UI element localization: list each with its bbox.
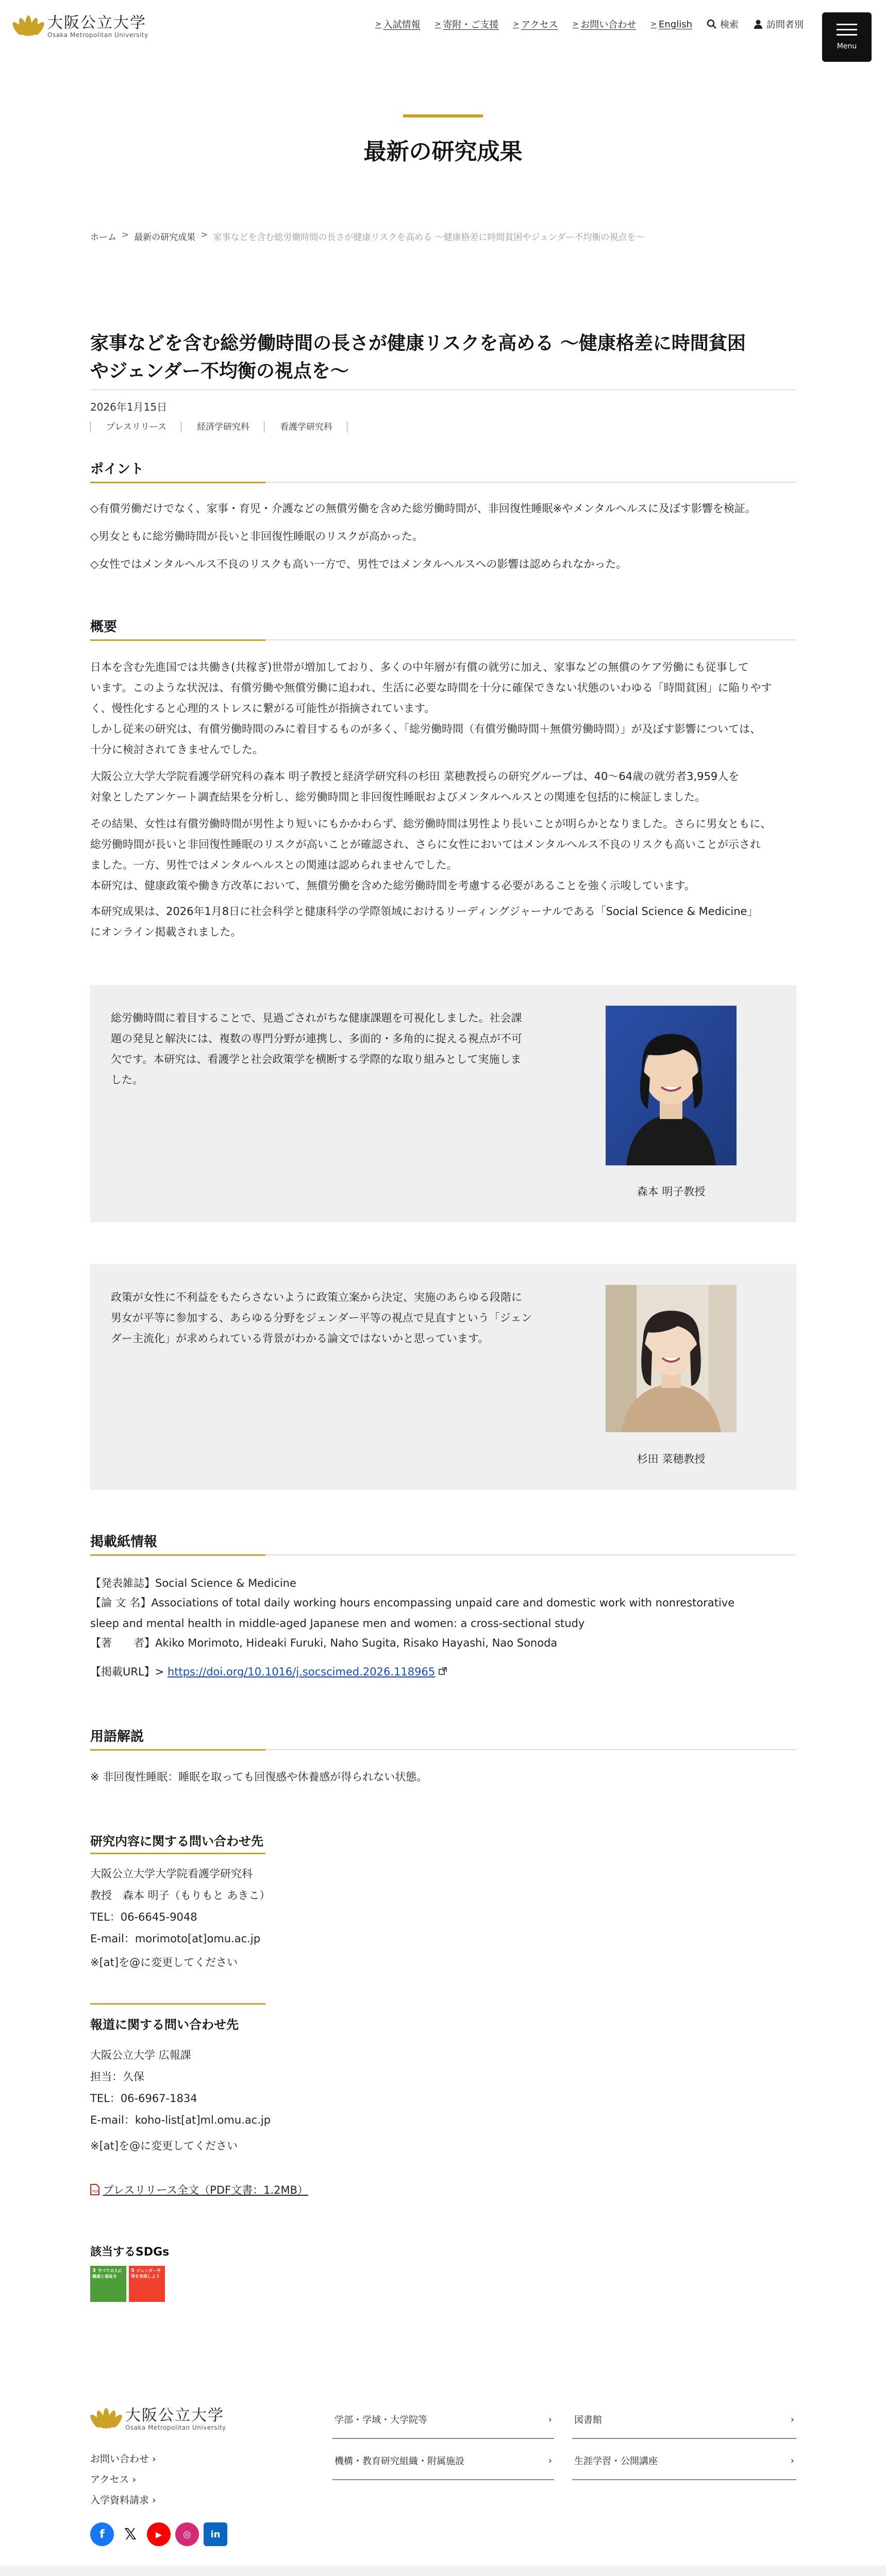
linkedin-icon[interactable]: in: [204, 2522, 227, 2546]
ginkgo-logo-icon: [90, 2408, 119, 2431]
footer-organizations-link[interactable]: 機構・教育研究組織・附属施設 ›: [332, 2442, 554, 2480]
top-nav: [375, 18, 804, 31]
search-button[interactable]: 検索: [707, 18, 739, 31]
pdf-file-icon: [90, 2184, 99, 2195]
footer-logo[interactable]: 大阪公立大学 Osaka Metropolitan University: [90, 2407, 226, 2431]
tag-economics[interactable]: 経済学研究科: [181, 421, 264, 433]
breadcrumb-home[interactable]: ホーム: [90, 232, 116, 243]
comment-text: 政策が女性に不利益をもたらさないように政策立案から決定、実施のあらゆる段階に 男女が平等に参加する、あらゆる分野をジェンダー平等の視点で見直すという「ジェン ダー主流化」が求められている背景がわかる論文ではないかと思っています。: [111, 1291, 532, 1345]
external-link-icon: [439, 1667, 447, 1675]
youtube-icon[interactable]: ▶: [147, 2522, 171, 2546]
sdg-5-icon[interactable]: 5 ジェンダー平等を実現しよう: [129, 2266, 165, 2302]
chevron-right-icon: ›: [548, 2455, 552, 2466]
sdg-3-icon[interactable]: 3 すべての人に健康と福祉を: [90, 2266, 126, 2302]
title-accent-line: [403, 114, 483, 117]
title-divider: [90, 389, 796, 390]
publication-heading: 掲載紙情報: [90, 1534, 158, 1550]
glossary-heading: 用語解説: [90, 1729, 144, 1744]
person-icon: [753, 19, 763, 29]
ginkgo-logo-icon: [12, 15, 41, 38]
glossary-item: ※ 非回復性睡眠：睡眠を取っても回復感や休養感が得られない状態。: [90, 1771, 428, 1783]
facebook-icon[interactable]: f: [90, 2522, 114, 2546]
comment-box-morimoto: [90, 985, 796, 1222]
tag-nursing[interactable]: 看護学研究科: [264, 421, 347, 433]
research-contact-details: 大阪公立大学大学院看護学研究科 教授 森本 明子（もりもと あきこ） TEL：06-6645-9048 E-mail：morimoto[at]omu.ac.jp: [90, 1868, 271, 1945]
morimoto-portrait-photo: [606, 1006, 737, 1165]
nav-admissions[interactable]: > 入試情報: [375, 20, 421, 30]
publication-rule: [90, 1554, 796, 1555]
logo-text-en: Osaka Metropolitan University: [47, 31, 148, 39]
press-contact-details: 大阪公立大学 広報課 担当：久保 TEL：06-6967-1834 E-mail：koho-list[at]ml.omu.ac.jp: [90, 2049, 271, 2126]
hamburger-icon: [837, 24, 857, 25]
points-rule: [90, 482, 796, 483]
logo-text-jp: 大阪公立大学: [47, 14, 146, 32]
press-contact-heading: 報道に関する問い合わせ先: [90, 2018, 239, 2032]
footer-access-link[interactable]: アクセス ›: [90, 2474, 137, 2485]
article-tags: [90, 421, 796, 433]
pdf-link-row: [90, 2180, 796, 2201]
contact-rule: [90, 1853, 265, 1854]
breadcrumb: ホーム > 最新の研究成果 > 家事などを含む総労働時間の長さが健康リスクを高める 〜健康格差に時間貧困やジェンダー不均衡の視点を〜: [90, 230, 645, 243]
photo-caption: 杉田 菜穂教授: [637, 1453, 706, 1465]
contact-rule: [90, 2003, 265, 2005]
breadcrumb-current: 家事などを含む総労働時間の長さが健康リスクを高める 〜健康格差に時間貧困やジェンダー不均衡の視点を〜: [213, 232, 645, 243]
overview-paragraph: 大阪公立大学大学院看護学研究科の森本 明子教授と経済学研究科の杉田 菜穂教授らの研究グループは、40～64歳の就労者3,959人を 対象としたアンケート調査結果を分析し、総労働時間と非回復性睡眠およびメンタルヘルスとの関連を包括的に検証しました。: [90, 770, 740, 803]
points-heading: ポイント: [90, 462, 144, 477]
breadcrumb-section[interactable]: 最新の研究成果: [134, 232, 196, 243]
menu-button[interactable]: Menu: [822, 12, 872, 62]
press-contact-note: ※[at]を@に変更してください: [90, 2140, 238, 2152]
chevron-right-icon: >: [434, 20, 441, 28]
visitor-menu-button[interactable]: 訪問者別: [753, 18, 804, 31]
article-date: 2026年1月15日: [90, 401, 168, 413]
publication-url-row: 【掲載URL】> https://doi.org/10.1016/j.socscimed.2026.118965: [90, 1662, 796, 1683]
svg-text:PDF: PDF: [92, 2190, 99, 2194]
chevron-right-icon: ›: [152, 2453, 156, 2465]
footer-library-link[interactable]: 図書館 ›: [572, 2401, 796, 2439]
overview-rule: [90, 639, 796, 640]
points-item: ◇有償労働だけでなく、家事・育児・介護などの無償労働を含めた総労働時間が、非回復性睡眠※やメンタルヘルスに及ぼす影響を検証。: [90, 502, 756, 515]
footer-links-panel: [0, 2566, 886, 2576]
chevron-right-icon: ›: [790, 2455, 794, 2466]
footer-request-link[interactable]: 入学資料請求 ›: [90, 2495, 156, 2506]
page-title: 最新の研究成果: [363, 139, 523, 165]
chevron-right-icon: >: [650, 20, 657, 28]
nav-contact[interactable]: > お問い合わせ: [572, 20, 637, 30]
nav-access[interactable]: > アクセス: [513, 20, 558, 30]
chevron-right-icon: >: [513, 20, 520, 28]
chevron-right-icon: ›: [132, 2474, 137, 2485]
overview-paragraph: 本研究成果は、2026年1月8日に社会科学と健康科学の学際領域におけるリーディングジャーナルである「Social Science & Medicine」 にオンライン掲載されました。: [90, 905, 758, 938]
chevron-right-icon: ›: [152, 2495, 156, 2506]
press-release-pdf-link[interactable]: プレスリリース全文（PDF文書：1.2MB）: [103, 2184, 309, 2196]
publication-authors: 【著 者】Akiko Morimoto, Hideaki Furuki, Naho Sugita, Risako Hayashi, Nao Sonoda: [90, 1637, 558, 1649]
points-item: ◇男女ともに総労働時間が長いと非回復性睡眠のリスクが高かった。: [90, 530, 423, 543]
chevron-right-icon: >: [572, 20, 579, 28]
site-footer: [0, 2391, 886, 2566]
nav-english[interactable]: > English: [650, 19, 692, 30]
footer-contact-link[interactable]: お問い合わせ ›: [90, 2453, 156, 2465]
chevron-right-icon: ›: [790, 2414, 794, 2425]
tag-press-release[interactable]: プレスリリース: [90, 421, 181, 433]
chevron-right-icon: >: [375, 20, 381, 28]
research-contact-note: ※[at]を@に変更してください: [90, 1956, 238, 1969]
doi-link[interactable]: https://doi.org/10.1016/j.socscimed.2026.118965: [167, 1666, 436, 1678]
overview-heading: 概要: [90, 619, 118, 635]
glossary-rule: [90, 1749, 796, 1750]
photo-caption: 森本 明子教授: [637, 1185, 706, 1198]
chevron-right-icon: ›: [548, 2414, 552, 2425]
sdgs-heading: 該当するSDGs: [90, 2246, 170, 2259]
sugita-portrait-photo: [606, 1285, 737, 1432]
search-icon: [707, 19, 717, 29]
article-title: 家事などを含む総労働時間の長さが健康リスクを高める 〜健康格差に時間貧困 やジェンダー不均衡の視点を〜: [90, 333, 746, 382]
publication-title: 【論 文 名】Associations of total daily working hours encompassing unpaid care and domestic work with nonrestorative sleep and mental health in middle-aged Japanese men and women: a cross-sectional study: [90, 1597, 735, 1630]
points-item: ◇女性ではメンタルヘルス不良のリスクも高い一方で、男性ではメンタルヘルスへの影響は認められなかった。: [90, 558, 627, 570]
x-twitter-icon[interactable]: 𝕏: [119, 2522, 142, 2546]
overview-paragraph: その結果、女性は有償労働時間が男性より短いにもかかわらず、総労働時間は男性より長いことが明らかとなりました。さらに男女ともに、 総労働時間が長いと非回復性睡眠のリスクが高いことが確認され、さらに女性においてはメンタルヘルス不良のリスクも高いことが示され ました。一方、男性ではメンタルヘルスとの関連は認められませんでした。 本研究は、健康政策や働き方改革において、無償労働を含めた総労働時間を考慮する必要があることを強く示唆しています。: [90, 818, 772, 892]
publication-journal: 【発表雑誌】Social Science & Medicine: [90, 1577, 296, 1589]
footer-lifelong-link[interactable]: 生涯学習・公開講座 ›: [572, 2442, 796, 2480]
footer-faculties-link[interactable]: 学部・学域・大学院等 ›: [332, 2401, 554, 2439]
overview-paragraph: 日本を含む先進国では共働き(共稼ぎ)世帯が増加しており、多くの中年層が有償の就労に加え、家事などの無償のケア労働にも従事して います。このような状況は、有償労働や無償労働に追われ、生活に必要な時間を十分に確保できない状態のいわゆる「時間貧困」に陥りやす く、慢性化すると心理的ストレスに繋がる可能性が指摘されています。 しかし従来の研究は、有償労働時間のみに着目するものが多く、「総労働時間（有償労働時間＋無償労働時間）」が及ぼす影響については、 十分に検討されてきませんでした。: [90, 661, 772, 756]
comment-box-sugita: [90, 1264, 796, 1490]
site-header: [0, 0, 886, 57]
nav-donation[interactable]: > 寄附・ご支援: [434, 20, 499, 30]
research-contact-heading: 研究内容に関する問い合わせ先: [90, 1834, 263, 1849]
site-logo[interactable]: [12, 14, 148, 39]
comment-text: 総労働時間に着目することで、見過ごされがちな健康課題を可視化しました。社会課 題の発見と解決には、複数の専門分野が連携し、多面的・多角的に捉える視点が不可 欠です。本研究は、看護学と社会政策学を横断する学際的な取り組みとして実施しま した。: [111, 1012, 522, 1086]
instagram-icon[interactable]: ◎: [175, 2522, 199, 2546]
